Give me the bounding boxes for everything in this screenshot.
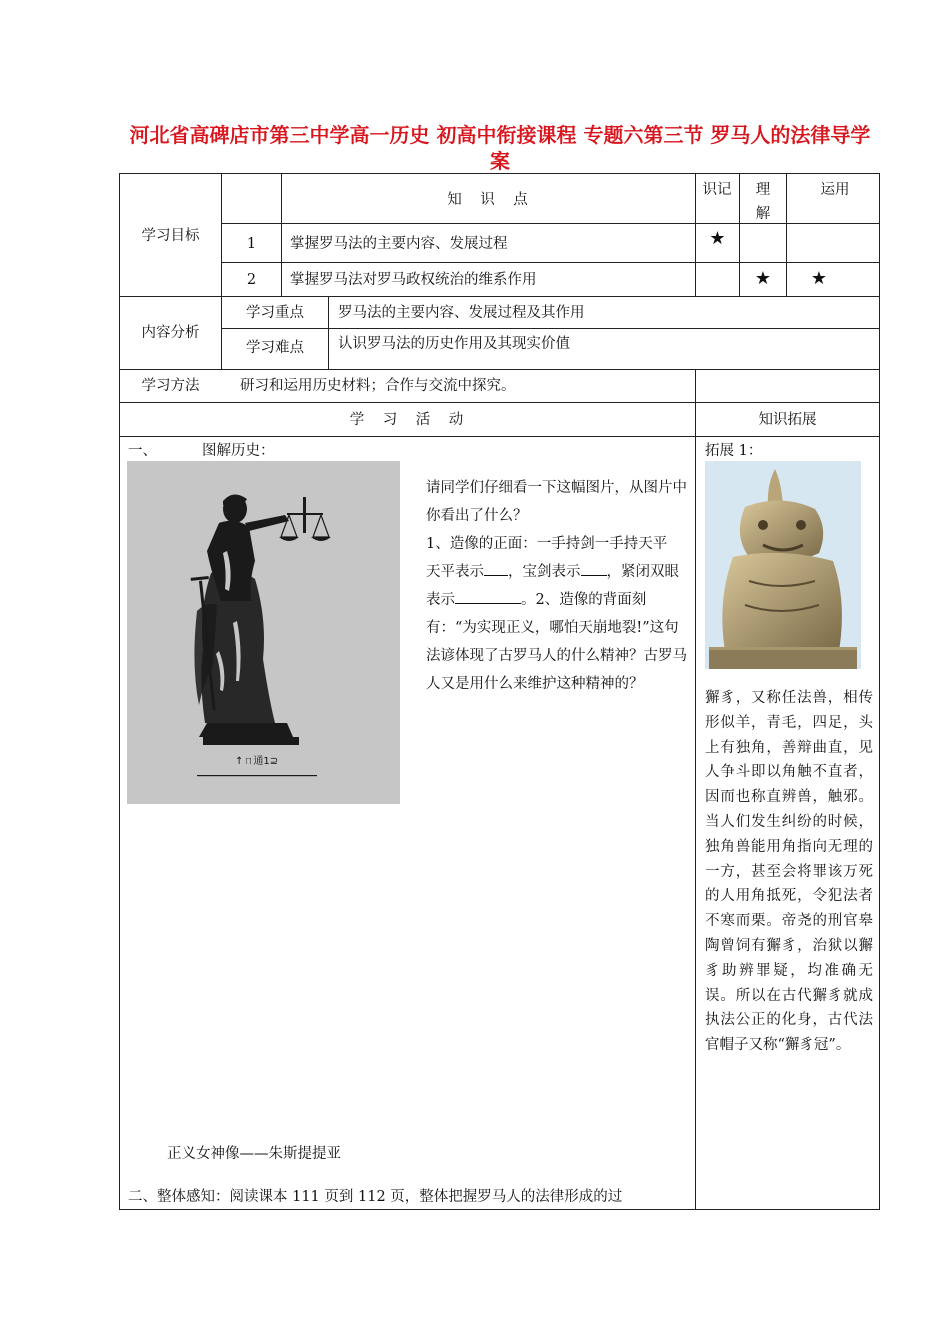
key-points-label: 学习重点 (246, 305, 304, 321)
understand-header: 理解 (755, 182, 771, 222)
activity-header: 学 习 活 动 (349, 412, 466, 428)
section1-number: 一、 (128, 443, 157, 459)
justice-statue-icon (127, 461, 400, 804)
question1-fill: 天平表示 ，宝剑表示 ，紧闭双眼表示 。2、造像的背面刻有：“为实现正义，哪怕天崩地裂!”这句法谚体现了古罗马人的什么精神？古罗马人又是用什么来维护这种精神的？ (426, 558, 692, 698)
content-analysis-label: 内容分析 (141, 325, 200, 341)
extension-text: 獬豸，又称任法兽，相传形似羊，青毛，四足，头上有独角，善辩曲直，见人争斗即以角触不直者，因而也称直辨兽，触邪。当人们发生纠纷的时候，独角兽能用角指向无理的一方，甚至会将罪该万死的人用角抵死，令犯法者不寒而栗。帝尧的刑官皋陶曾饲有獬豸，治狱以獬豸助辨罪疑，均准确无误。所以在古代獬豸就成执法公正的化身，古代法官帽子又称“獬豸冠”。 (705, 690, 873, 1054)
objective-1-remember-star: ★ (709, 228, 726, 249)
knowledge-header: 知 识 点 (447, 192, 530, 208)
objective-num-1: 1 (246, 236, 257, 252)
document-title: 河北省高碑店市第三中学高一历史 初高中衔接课程 专题六第三节 罗马人的法律导学案 (129, 123, 871, 173)
section1-heading: 图解历史： (202, 443, 275, 459)
remember-header: 识记 (702, 182, 732, 198)
extension-header: 知识拓展 (758, 412, 817, 428)
justice-statue-image (127, 461, 400, 804)
question1-front: 1、造像的正面：一手持剑一手持天平 (426, 536, 668, 552)
objective-num-2: 2 (246, 272, 257, 288)
section2-text: 二、整体感知：阅读课本 111 页到 112 页，整体把握罗马人的法律形成的过 (128, 1189, 623, 1205)
apply-header: 运用 (820, 182, 850, 198)
method-label: 学习方法 (141, 378, 200, 394)
section1-question (426, 474, 692, 698)
objective-2-understand-star: ★ (754, 268, 772, 289)
section1-intro: 请同学们仔细看一下这幅图片，从图片中你看出了什么？ (426, 480, 687, 524)
difficulty-text: 认识罗马法的历史作用及其现实价值 (338, 336, 570, 352)
key-points-text: 罗马法的主要内容、发展过程及其作用 (338, 305, 585, 321)
blank-scale-meaning[interactable] (484, 559, 508, 576)
xiezhi-image (705, 461, 861, 669)
blank-sword-meaning[interactable] (581, 559, 607, 576)
objective-text-2: 掌握罗马法对罗马政权统治的维系作用 (290, 272, 537, 288)
objective-2-apply-star: ★ (810, 268, 828, 289)
statue-base-inscription: ↑ㄇ通1⊇ (235, 756, 279, 767)
extension-label: 拓展 1： (705, 443, 763, 459)
objectives-label: 学习目标 (141, 228, 200, 244)
xiezhi-statue-icon (705, 461, 861, 669)
blank-eyes-meaning[interactable] (455, 587, 521, 604)
statue-caption: 正义女神像——朱斯提提亚 (167, 1146, 341, 1162)
method-text: 研习和运用历史材料；合作与交流中探究。 (240, 378, 516, 394)
difficulty-label: 学习难点 (246, 340, 304, 356)
objective-text-1: 掌握罗马法的主要内容、发展过程 (290, 236, 508, 252)
